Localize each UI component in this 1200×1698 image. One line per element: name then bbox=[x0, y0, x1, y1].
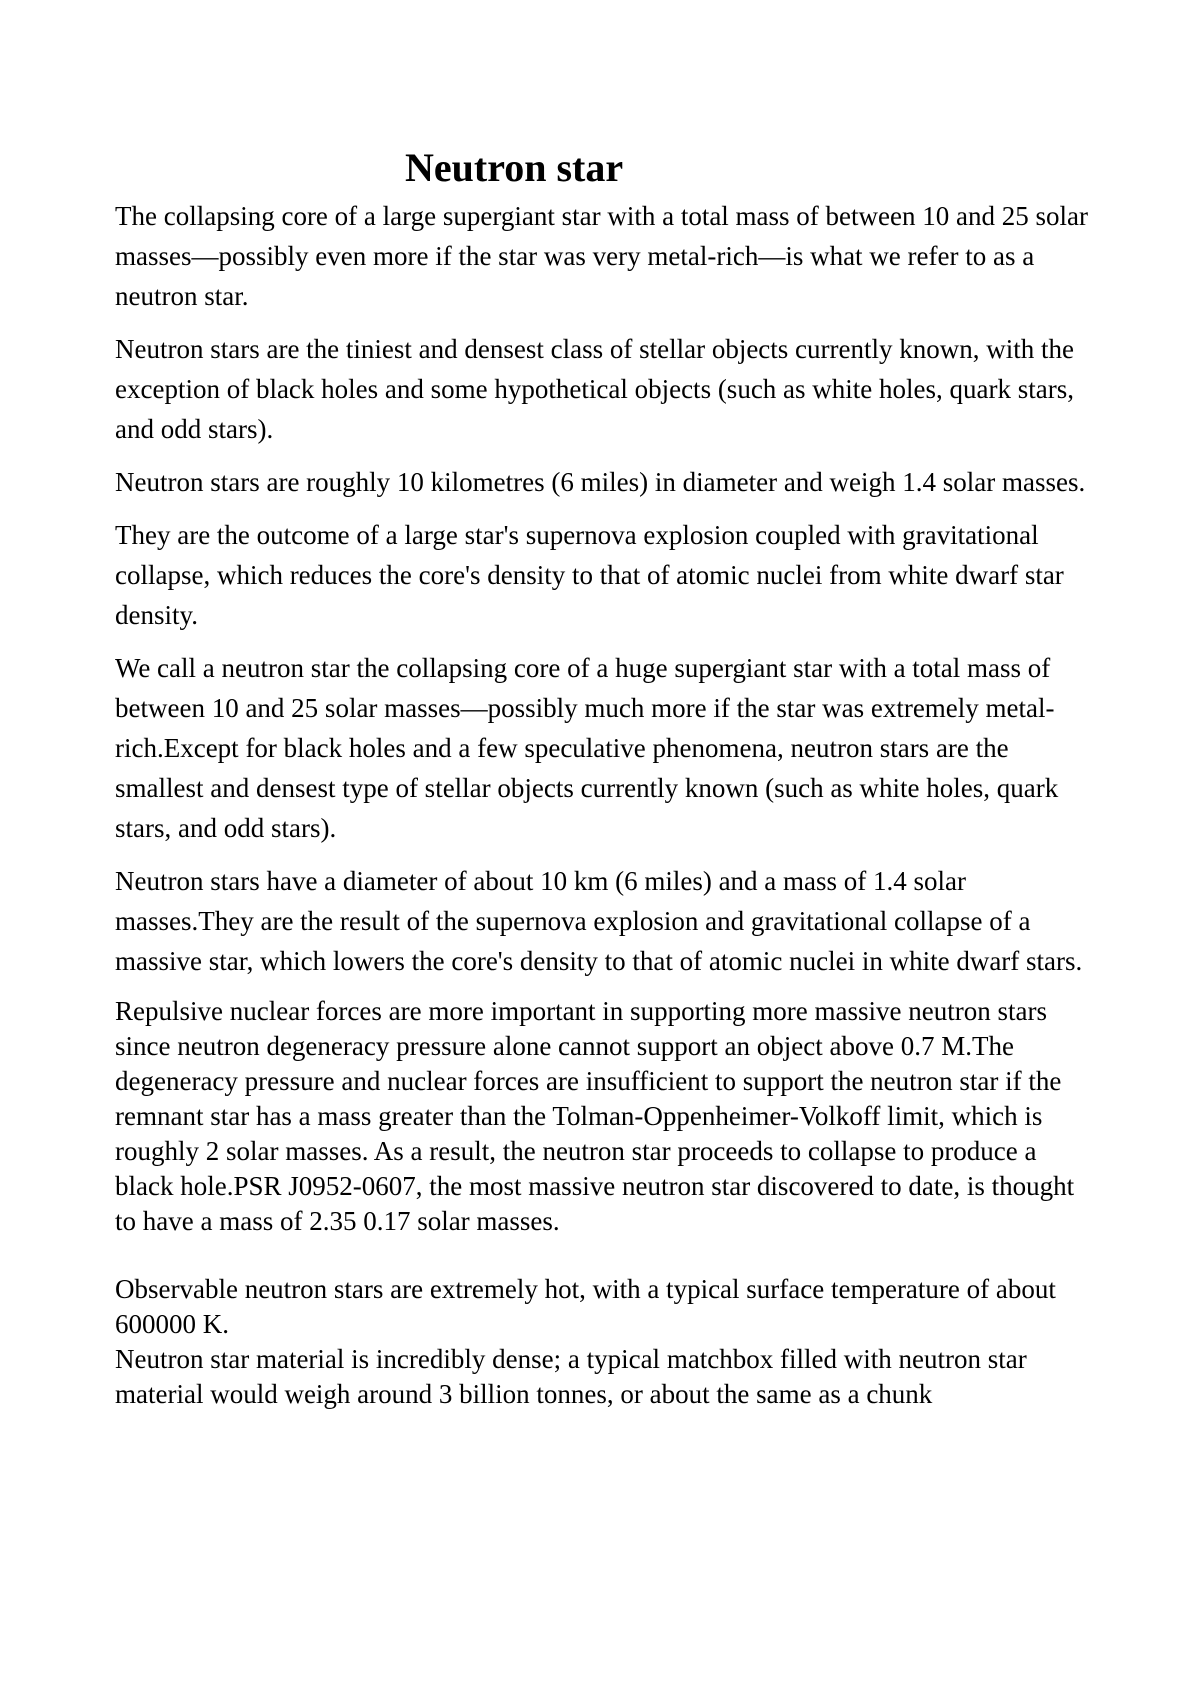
paragraph-8: Observable neutron stars are extremely hot, with a typical surface temperature of about 600000 K. bbox=[115, 1274, 1056, 1339]
paragraph-7: Repulsive nuclear forces are more important in supporting more massive neutron stars since neutron degeneracy pressure alone cannot support an object above 0.7 M.The degeneracy pressure and nuclear forces are insufficient to support the neutron star if the remnant star has a mass greater than the Tolman-Oppenheimer-Volkoff limit, which is roughly 2 solar masses. As a result, the neutron star proceeds to collapse to produce a black hole.PSR J0952-0607, the most massive neutron star discovered to date, is thought to have a mass of 2.35 0.17 solar masses. bbox=[115, 996, 1075, 1236]
document-page bbox=[115, 140, 1095, 1412]
paragraph-6: Neutron stars have a diameter of about 10 km (6 miles) and a mass of 1.4 solar masses.They are the result of the supernova explosion and gravitational collapse of a massive star, which lowers the core's density to that of atomic nuclei in white dwarf stars. bbox=[115, 866, 1083, 976]
document-title: Neutron star bbox=[405, 145, 624, 190]
paragraph-gap bbox=[115, 1239, 1095, 1272]
paragraph-2: Neutron stars are the tiniest and densest class of stellar objects currently known, with the exception of black holes and some hypothetical objects (such as white holes, quark stars, and odd stars). bbox=[115, 334, 1074, 444]
paragraph-9: Neutron star material is incredibly dense; a typical matchbox filled with neutron star material would weigh around 3 billion tonnes, or about the same as a chunk bbox=[115, 1344, 1027, 1409]
paragraph-4: They are the outcome of a large star's supernova explosion coupled with gravitational collapse, which reduces the core's density to that of atomic nuclei from white dwarf star density. bbox=[115, 520, 1064, 630]
paragraph-3: Neutron stars are roughly 10 kilometres (6 miles) in diameter and weigh 1.4 solar masses. bbox=[115, 467, 1086, 497]
paragraph-1: The collapsing core of a large supergiant star with a total mass of between 10 and 25 solar masses—possibly even more if the star was very metal-rich—is what we refer to as a neutron star. bbox=[115, 201, 1088, 311]
paragraph-5: We call a neutron star the collapsing core of a huge supergiant star with a total mass of between 10 and 25 solar masses—possibly much more if the star was extremely metal-rich.Except for black holes and a few speculative phenomena, neutron stars are the smallest and densest type of stellar objects currently known (such as white holes, quark stars, and odd stars). bbox=[115, 653, 1059, 843]
